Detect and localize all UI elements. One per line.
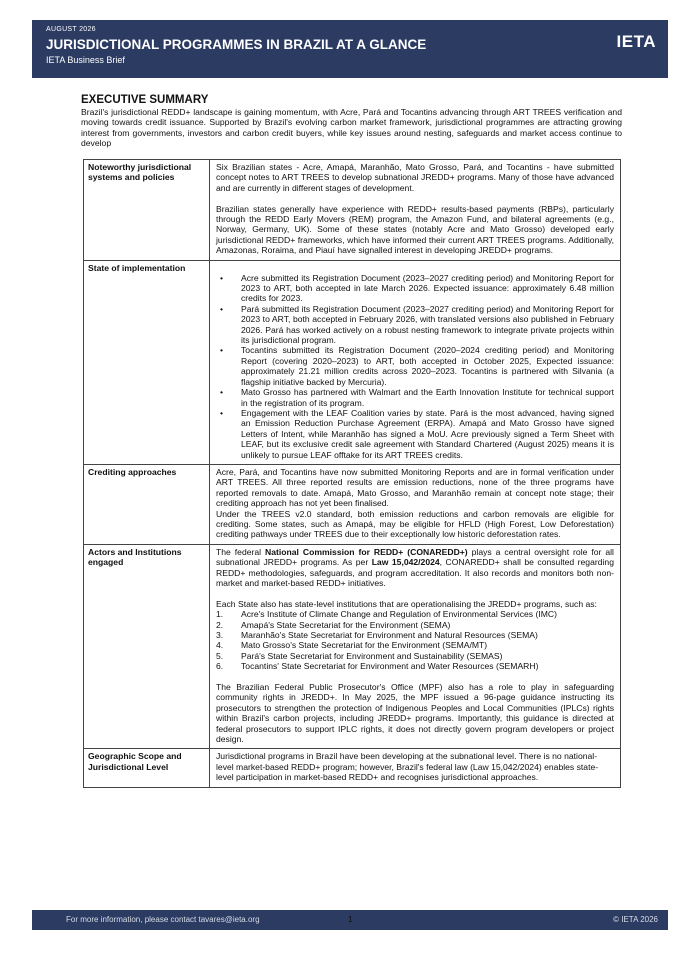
list-item: • Engagement with the LEAF Coalition varies by state. Pará is the most advanced, having signed an Emission Reduction Purchase Agreement (ERPA). Amapá and Mato Grosso have signed Letters of Intent, while Maranhão has signed a MoU. Acre previously signed a Term Sheet with LEAF, but its exclusive credit sale agreement with Standard Chartered (August 2025) means it is unlikely to pursue LEAF offtake for its ART TREES credits.: [216, 408, 614, 460]
row-body-actors: [210, 544, 621, 749]
paragraph: Acre, Pará, and Tocantins have now submitted Monitoring Reports and are in formal verification under ART TREES. All three reported results are emission reductions, none of the three programs have reported removals to date. Amapá, Mato Grosso, and Maranhão remain at concept note stage; their crediting approach has not yet been finalised.: [216, 466, 614, 509]
list-text: Tocantins' State Secretariat for Environment and Water Resources (SEMARH): [241, 661, 539, 672]
list-item: • Acre submitted its Registration Document (2023–2027 crediting period) and Monitoring Report for 2023 to ART, both accepted in late March 2026. Expected issuance: approximately 6.48 million credits for 2023.: [216, 273, 614, 304]
paragraph: Six Brazilian states - Acre, Amapá, Maranhão, Mato Grosso, Pará, and Tocantins - have submitted concept notes to ART TREES to develop subnational JREDD+ programs. Many of those have advanced and are currently in different stages of development.: [216, 162, 614, 193]
row-label-crediting: Crediting approaches: [84, 464, 210, 544]
header-banner: [32, 20, 668, 78]
paragraph: The Brazilian Federal Public Prosecutor's Office (MPF) also has a role to play in safeguarding community rights in JREDD+. In May 2025, the MPF issued a 96-page guidance instructing its prosecutors to strengthen the protection of Indigenous Peoples and Local Communities (IPLCs) rights within Brazil's carbon projects, including JREDD+ programs. Importantly, this guidance is directed at federal prosecutors to support IPLC rights, it does not directly govern program developers or project design.: [216, 682, 614, 745]
list-text: Acre's Institute of Climate Change and Regulation of Environmental Services (IMC): [241, 609, 557, 620]
row-body-state-implementation: [210, 260, 621, 464]
footer-bar: [32, 910, 668, 930]
table-row: [84, 749, 621, 787]
list-item: [216, 651, 614, 661]
row-label-state-implementation: State of implementation: [84, 260, 210, 464]
table-row: [84, 160, 621, 261]
table-row: [84, 464, 621, 544]
institutions-list: [216, 609, 614, 671]
list-text: Amapá's State Secretariat for the Environment (SEMA): [241, 619, 451, 630]
list-number: 3.: [216, 630, 224, 641]
paragraph: [216, 547, 614, 589]
conaredd-name: National Commission for REDD+ (CONAREDD+): [265, 546, 468, 557]
list-item: [216, 640, 614, 650]
list-number: 2.: [216, 619, 224, 630]
footer-copyright: © IETA 2026: [613, 915, 658, 924]
paragraph: Under the TREES v2.0 standard, both emission reductions and carbon removals are eligible for crediting. Some states, such as Amapá, may be eligible for HFLD (High Forest, Low Deforestation) crediting pathways under TREES due to their exceptionally low historic deforestation rates.: [216, 508, 614, 540]
footer-contact: For more information, please contact tavares@ieta.org: [66, 915, 260, 924]
document-title: JURISDICTIONAL PROGRAMMES IN BRAZIL AT A GLANCE: [46, 37, 427, 52]
list-item: [216, 620, 614, 630]
list-item: [216, 661, 614, 671]
text-run: The federal: [216, 546, 266, 557]
list-text: Pará's State Secretariat for Environment and Sustainability (SEMAS): [241, 650, 503, 661]
text-run: Each State also has state-level institutions that are operationalising the JREDD+ programs, such as:: [216, 598, 597, 609]
brief-table: [83, 159, 621, 788]
list-item: • Pará submitted its Registration Document (2023–2027 crediting period) and Monitoring Report for 2023 to ART, both accepted in February 2026, with translated versions also published in February 2026. Pará has worked actively on a robust nesting framework to integrate private projects within its jurisdictional program.: [216, 304, 614, 346]
list-number: 5.: [216, 650, 224, 661]
paragraph: Brazilian states generally have experience with REDD+ results-based payments (RBPs), particularly through the REDD Early Movers (REM) program, the Amazon Fund, and bilateral agreements (e.g., Norway, Germany, UK). Some of these states (notably Acre and Mato Grosso) developed early jurisdictional REDD+ frameworks, which have informed their current ART TREES programs. Additionally, Amazonas, Roraima, and Piauí have signalled interest in developing JREDD+ programs.: [216, 203, 614, 256]
row-label-noteworthy: Noteworthy jurisdictional systems and policies: [84, 160, 210, 261]
row-label-actors: Actors and Institutions engaged: [84, 544, 210, 749]
page-number: 1: [348, 914, 353, 924]
text-run: plays a central oversight role for all subnational JREDD+ programs. As per: [216, 546, 614, 568]
list-item: • Mato Grosso has partnered with Walmart and the Earth Innovation Institute for technical support in the registration of its program.: [216, 387, 614, 408]
list-number: 6.: [216, 661, 224, 672]
executive-summary: [81, 94, 622, 149]
law-reference: Law 15,042/2024: [371, 557, 440, 568]
document-subtitle: IETA Business Brief: [46, 55, 125, 65]
list-number: 1.: [216, 609, 224, 620]
list-text: Mato Grosso's State Secretariat for the Environment (SEMA/MT): [241, 640, 488, 651]
table-row: [84, 260, 621, 464]
implementation-list: [216, 273, 614, 460]
paragraph: [216, 599, 614, 609]
list-text: Maranhão's State Secretariat for Environment and Natural Resources (SEMA): [241, 630, 538, 641]
list-item: [216, 609, 614, 619]
row-label-geographic-scope: Geographic Scope and Jurisdictional Level: [84, 749, 210, 787]
table-row: [84, 544, 621, 749]
issue-date: AUGUST 2026: [46, 26, 96, 33]
executive-summary-heading: EXECUTIVE SUMMARY: [81, 94, 209, 106]
row-body-noteworthy: [210, 160, 621, 261]
list-item: [216, 630, 614, 640]
text-run: , CONAREDD+ shall be consulted regarding REDD+ methodologies, safeguards, and program accreditation. It also records and monitors both non-market and market-based REDD+ initiatives.: [216, 557, 614, 589]
executive-summary-text: Brazil's jurisdictional REDD+ landscape is gaining momentum, with Acre, Pará and Tocantins advancing through ART TREES verification and moving towards credit issuance. Supported by Brazil's evolving carbon market framework, jurisdictional programmes are attracting growing interest from governments, investors and carbon credit buyers, while key issues around nesting, safeguards and market access continue to develop: [81, 107, 622, 149]
row-body-geographic-scope: [210, 749, 621, 787]
paragraph: Jurisdictional programs in Brazil have been developing at the subnational level. There is no national-level market-based REDD+ program; however, Brazil's federal law (Law 15,042/2024) enables state-level participation in market-based REDD+ and recognises jurisdictional approaches.: [216, 751, 599, 783]
ieta-logo: IETA: [616, 32, 656, 51]
list-number: 4.: [216, 640, 224, 651]
list-item: • Tocantins submitted its Registration Document (2020–2024 crediting period) and Monitoring Report (covering 2020–2023) to ART, both accepted in October 2025, Expected issuance: approximately 21.21 million credits across 2020–2023. Tocantins is partnered with Silvania (a flagship initiative backed by Mercuria).: [216, 345, 614, 387]
row-body-crediting: [210, 464, 621, 544]
